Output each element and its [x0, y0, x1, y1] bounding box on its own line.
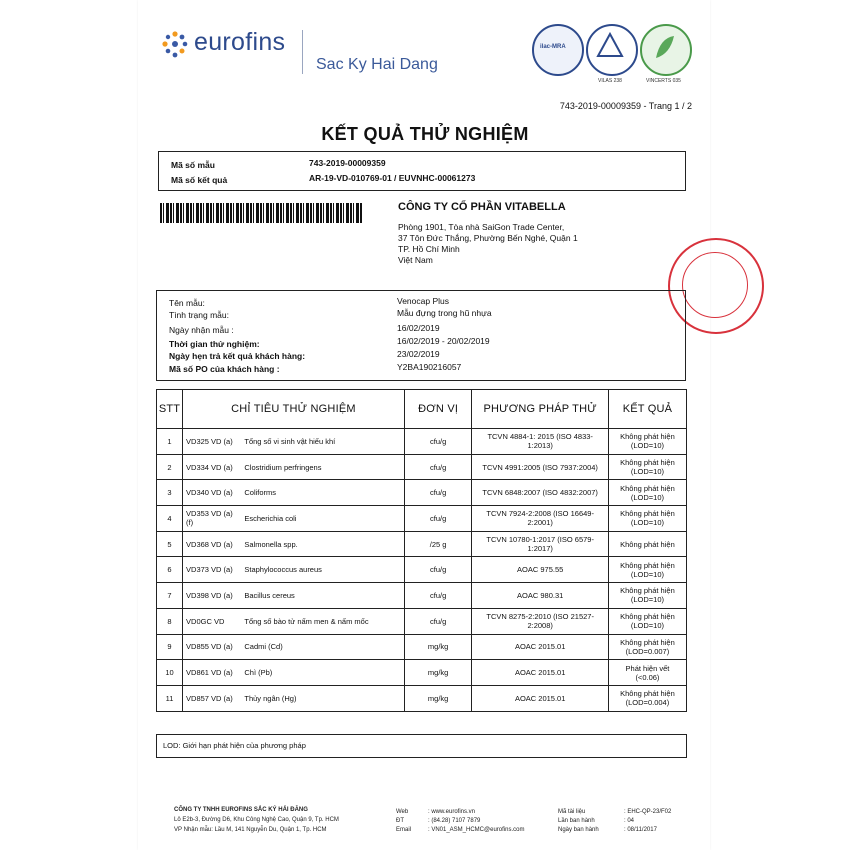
row-method: TCVN 10780-1:2017 (ISO 6579-1:2017)	[472, 531, 608, 557]
footer-address: Lô E2b-3, Đường D6, Khu Công Nghệ Cao, Quận 9, Tp. HCM	[174, 817, 339, 823]
sample-state-label: Tình trạng mẫu:	[169, 310, 230, 320]
customer-address-line: Việt Nam	[398, 255, 433, 265]
barcode	[160, 203, 362, 223]
customer-address-line: 37 Tôn Đức Thắng, Phường Bến Nghé, Quận 1	[398, 233, 578, 243]
table-row	[157, 531, 687, 557]
row-result-lod: (LOD=10)	[630, 492, 664, 502]
footer-rev: : 04	[624, 818, 635, 824]
row-unit: cfu/g	[404, 583, 472, 609]
row-result-lod: (LOD=10)	[630, 595, 664, 605]
header-method: PHƯƠNG PHÁP THỬ	[472, 390, 608, 429]
header-result: KẾT QUẢ	[608, 390, 686, 429]
footer-web[interactable]: : www.eurofins.vn	[428, 809, 476, 815]
row-stt: 2	[157, 454, 183, 480]
result-code-label: Mã số kết quả	[171, 175, 228, 185]
footer-doc: : EHC-QP-23/F02	[624, 809, 672, 815]
received-date: 16/02/2019	[397, 323, 440, 333]
footnote-box	[156, 734, 687, 758]
eurofins-dots-icon	[160, 30, 190, 60]
row-stt: 9	[157, 634, 183, 660]
footer-tel-label: ĐT	[396, 818, 404, 824]
table-row	[157, 557, 687, 583]
vincerts-leaf-icon	[640, 24, 688, 72]
sample-code: 743-2019-00009359	[309, 158, 386, 168]
row-result-lod: (LOD=0.004)	[625, 698, 670, 708]
due-date: 23/02/2019	[397, 349, 440, 359]
row-test-name: Bacillus cereus	[241, 583, 404, 609]
row-unit: mg/kg	[404, 685, 472, 711]
footer-email-label: Email	[396, 827, 412, 833]
row-method: TCVN 7924-2:2008 (ISO 16649-2:2001)	[472, 506, 608, 532]
table-row	[157, 685, 687, 711]
row-unit: cfu/g	[404, 557, 472, 583]
received-date-label: Ngày nhận mẫu :	[169, 325, 234, 335]
report-reference: 743-2019-00009359 - Trang 1 / 2	[559, 101, 692, 111]
customer-address-line: Phòng 1901, Tòa nhà SaiGon Trade Center,	[398, 222, 565, 232]
row-test-name: Salmonella spp.	[241, 531, 404, 557]
row-stt: 3	[157, 480, 183, 506]
row-stt: 6	[157, 557, 183, 583]
row-test-name: Clostridium perfringens	[241, 454, 404, 480]
table-row	[157, 480, 687, 506]
row-unit: /25 g	[404, 531, 472, 557]
row-unit: cfu/g	[404, 506, 472, 532]
row-result-text: Không phát hiện	[620, 458, 675, 468]
footer-date-label: Ngày ban hành	[558, 827, 599, 833]
po-number-label: Mã số PO của khách hàng :	[169, 364, 280, 374]
table-row	[157, 583, 687, 609]
lab-name: Sac Ky Hai Dang	[316, 56, 438, 73]
ilac-label: ilac-MRA	[540, 44, 566, 50]
table-row	[157, 634, 687, 660]
row-result	[608, 557, 686, 583]
row-code: VD855 VD (a)	[183, 634, 242, 660]
row-stt: 5	[157, 531, 183, 557]
row-code: VD325 VD (a)	[183, 429, 242, 455]
row-result-text: Không phát hiện	[620, 539, 675, 549]
vincerts-label: VINCERTS 035	[646, 78, 681, 84]
row-stt: 4	[157, 506, 183, 532]
vilas-logo	[586, 24, 638, 84]
row-result-text: Không phát hiện	[620, 612, 675, 622]
row-result-text: Không phát hiện	[620, 483, 675, 493]
sample-info-box	[156, 290, 686, 381]
table-row	[157, 660, 687, 686]
sample-code-label: Mã số mẫu	[171, 160, 215, 170]
table-header-row	[157, 390, 687, 429]
footer-company: CÔNG TY TNHH EUROFINS SẮC KÝ HẢI ĐĂNG	[174, 807, 308, 813]
row-result	[608, 531, 686, 557]
result-code: AR-19-VD-010769-01 / EUVNHC-00061273	[309, 173, 476, 183]
test-period: 16/02/2019 - 20/02/2019	[397, 336, 490, 346]
row-result-text: Không phát hiện	[620, 586, 675, 596]
row-unit: mg/kg	[404, 660, 472, 686]
footer-date: : 08/11/2017	[624, 827, 657, 833]
header-stt: STT	[157, 390, 183, 429]
row-test-name: Escherichia coli	[241, 506, 404, 532]
row-code: VD334 VD (a)	[183, 454, 242, 480]
vilas-label: VILAS 238	[598, 78, 622, 84]
row-code: VD0GC VD	[183, 608, 242, 634]
footer-doc-label: Mã tài liệu	[558, 809, 586, 815]
row-method: TCVN 4884-1: 2015 (ISO 4833-1:2013)	[472, 429, 608, 455]
row-result-lod: (LOD=10)	[630, 518, 664, 528]
row-stt: 11	[157, 685, 183, 711]
row-code: VD373 VD (a)	[183, 557, 242, 583]
row-unit: cfu/g	[404, 608, 472, 634]
row-result	[608, 429, 686, 455]
row-method: TCVN 8275-2:2010 (ISO 21527-2:2008)	[472, 608, 608, 634]
row-result	[608, 608, 686, 634]
row-result-lod: (LOD=10)	[630, 467, 664, 477]
row-result	[608, 583, 686, 609]
row-test-name: Chì (Pb)	[241, 660, 404, 686]
customer-address-line: TP. Hồ Chí Minh	[398, 244, 460, 254]
footer-email[interactable]: : VN01_ASM_HCMC@eurofins.com	[428, 827, 525, 833]
row-result-text: Phát hiện vết	[625, 663, 670, 673]
row-method: TCVN 4991:2005 (ISO 7937:2004)	[472, 454, 608, 480]
row-result-text: Không phát hiện	[620, 637, 675, 647]
row-stt: 8	[157, 608, 183, 634]
table-row	[157, 506, 687, 532]
header-divider	[302, 30, 303, 74]
row-code: VD857 VD (a)	[183, 685, 242, 711]
header-unit: ĐƠN VỊ	[404, 390, 472, 429]
row-result	[608, 634, 686, 660]
report-title: KẾT QUẢ THỬ NGHIỆM	[321, 124, 529, 144]
ids-box	[158, 151, 686, 191]
row-stt: 1	[157, 429, 183, 455]
row-method: AOAC 2015.01	[472, 660, 608, 686]
row-result-text: Không phát hiện	[620, 509, 675, 519]
row-result-text: Không phát hiện	[620, 432, 675, 442]
row-unit: cfu/g	[404, 454, 472, 480]
results-table	[156, 389, 687, 712]
row-method: AOAC 2015.01	[472, 634, 608, 660]
row-code: VD398 VD (a)	[183, 583, 242, 609]
row-test-name: Cadmi (Cd)	[241, 634, 404, 660]
row-stt: 10	[157, 660, 183, 686]
row-code: VD340 VD (a)	[183, 480, 242, 506]
row-method: AOAC 980.31	[472, 583, 608, 609]
row-result	[608, 480, 686, 506]
row-result	[608, 685, 686, 711]
row-result-lod: (<0.06)	[635, 672, 660, 682]
row-result-text: Không phát hiện	[620, 689, 675, 699]
row-result-lod: (LOD=10)	[630, 621, 664, 631]
table-row	[157, 429, 687, 455]
sample-name: Venocap Plus	[397, 296, 449, 306]
row-unit: cfu/g	[404, 480, 472, 506]
row-result	[608, 660, 686, 686]
row-result-lod: (LOD=10)	[630, 569, 664, 579]
table-row	[157, 608, 687, 634]
row-method: TCVN 6848:2007 (ISO 4832:2007)	[472, 480, 608, 506]
table-row	[157, 454, 687, 480]
row-code: VD353 VD (a)(f)	[183, 506, 242, 532]
footer-web-label: Web	[396, 809, 409, 815]
row-unit: mg/kg	[404, 634, 472, 660]
row-unit: cfu/g	[404, 429, 472, 455]
test-period-label: Thời gian thử nghiệm:	[169, 339, 260, 349]
footer-rev-label: Lần ban hành	[558, 818, 595, 824]
footnote-text: LOD: Giới hạn phát hiện của phương pháp	[163, 741, 306, 750]
sample-name-label: Tên mẫu:	[169, 298, 205, 308]
row-code: VD368 VD (a)	[183, 531, 242, 557]
row-result	[608, 506, 686, 532]
row-result	[608, 454, 686, 480]
row-test-name: Tổng số bào tử nấm men & nấm mốc	[241, 608, 404, 634]
row-code: VD861 VD (a)	[183, 660, 242, 686]
row-test-name: Coliforms	[241, 480, 404, 506]
vincerts-logo	[640, 24, 692, 84]
row-method: AOAC 2015.01	[472, 685, 608, 711]
ilac-mra-logo	[532, 24, 584, 76]
row-test-name: Thủy ngân (Hg)	[241, 685, 404, 711]
row-result-lod: (LOD=10)	[630, 441, 664, 451]
vilas-triangle-icon	[586, 24, 634, 72]
customer-name: CÔNG TY CỔ PHẦN VITABELLA	[398, 201, 566, 213]
row-result-lod: (LOD=0.007)	[625, 646, 670, 656]
footer-address-office: VP Nhận mẫu: Lầu M, 141 Nguyễn Du, Quận 1, Tp. HCM	[174, 827, 327, 833]
footer-tel: : (84.28) 7107 7879	[428, 818, 481, 824]
row-result-text: Không phát hiện	[620, 560, 675, 570]
row-stt: 7	[157, 583, 183, 609]
row-test-name: Staphylococcus aureus	[241, 557, 404, 583]
due-date-label: Ngày hẹn trả kết quả khách hàng:	[169, 351, 306, 361]
row-method: AOAC 975.55	[472, 557, 608, 583]
sample-state: Mẫu đựng trong hũ nhựa	[397, 308, 492, 318]
row-test-name: Tổng số vi sinh vật hiếu khí	[241, 429, 404, 455]
header-test: CHỈ TIÊU THỬ NGHIỆM	[183, 390, 405, 429]
po-number: Y2BA190216057	[397, 362, 462, 372]
brand-name: eurofins	[194, 28, 286, 56]
